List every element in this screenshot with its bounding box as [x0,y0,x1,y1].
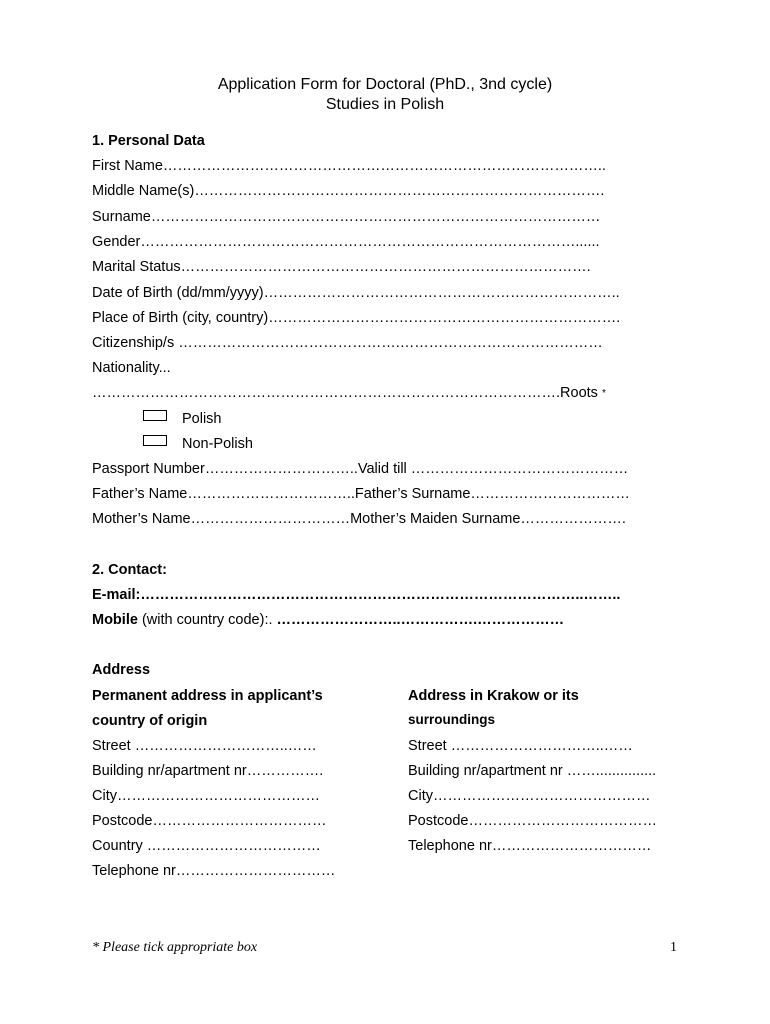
first-name-field[interactable]: First Name……………………………………………………………………………….. [92,158,606,174]
mother-field[interactable]: Mother’s Name……………………………Mother’s Maiden Surname…………………. [92,511,626,527]
krakow-building-field[interactable]: Building nr/apartment nr ……............... [408,763,657,779]
contact-heading: 2. Contact: [92,562,167,578]
permanent-telephone-field[interactable]: Telephone nr…………………………… [92,863,336,879]
permanent-postcode-field[interactable]: Postcode……………………………… [92,813,327,829]
mobile-label: Mobile [92,612,138,628]
permanent-address-heading-2: country of origin [92,713,208,729]
passport-field[interactable]: Passport Number…………………………..Valid till ……………………………………… [92,461,629,477]
tick-box-footnote: * Please tick appropriate box [92,940,258,955]
place-of-birth-field[interactable]: Place of Birth (city, country)………………………………………………………………. [92,310,621,326]
surname-field[interactable]: Surname………………………………………………………………………………… [92,209,601,225]
non-polish-option-label: Non-Polish [182,436,253,452]
roots-line [92,384,606,403]
permanent-building-field[interactable]: Building nr/apartment nr……………. [92,763,324,779]
address-heading: Address [92,662,151,678]
permanent-country-field[interactable]: Country ……………………………… [92,838,321,854]
permanent-street-field[interactable]: Street …………………………..…… [92,738,317,754]
polish-checkbox[interactable] [143,410,167,421]
roots-footnote-marker: * [601,388,606,399]
krakow-address-heading-1: Address in Krakow or its [408,688,579,704]
email-field[interactable]: E-mail:………………………………………………………………………………..…….. [92,587,621,603]
citizenship-field[interactable]: Citizenship/s ……………………………………….…………………………………… [92,335,603,351]
permanent-address-heading-1: Permanent address in applicant’s [92,688,323,704]
personal-data-heading: 1. Personal Data [92,133,205,149]
permanent-city-field[interactable]: City…………………………………… [92,788,320,804]
mobile-field[interactable] [92,611,564,629]
krakow-address-heading-2: surroundings [408,712,495,727]
mobile-dots: ……………………..…………….……………… [276,612,565,628]
krakow-postcode-field[interactable]: Postcode………………………………… [408,813,657,829]
form-title-line2: Studies in Polish [325,96,445,113]
page-number: 1 [670,940,677,955]
father-field[interactable]: Father’s Name……………………………..Father’s Surname…………………………… [92,486,630,502]
krakow-city-field[interactable]: City……………………………………… [408,788,651,804]
krakow-street-field[interactable]: Street …………………………..…… [408,738,633,754]
non-polish-checkbox[interactable] [143,435,167,446]
gender-field[interactable]: Gender………………………………………………………………………………...... [92,234,600,250]
roots-label: …………………………………………………………………………………….Roots [92,385,598,401]
form-title-line1: Application Form for Doctoral (PhD., 3nd cycle) [217,76,553,93]
polish-option-label: Polish [182,411,222,427]
middle-names-field[interactable]: Middle Name(s)…………………………………………………………………………. [92,183,605,199]
mobile-country-code-note: (with country code):. [137,612,273,628]
nationality-field[interactable]: Nationality... [92,360,171,376]
marital-status-field[interactable]: Marital Status…………………………………………………………………………. [92,259,591,275]
date-of-birth-field[interactable]: Date of Birth (dd/mm/yyyy)……………………………………………………………….. [92,285,620,301]
krakow-telephone-field[interactable]: Telephone nr…………………………… [408,838,652,854]
